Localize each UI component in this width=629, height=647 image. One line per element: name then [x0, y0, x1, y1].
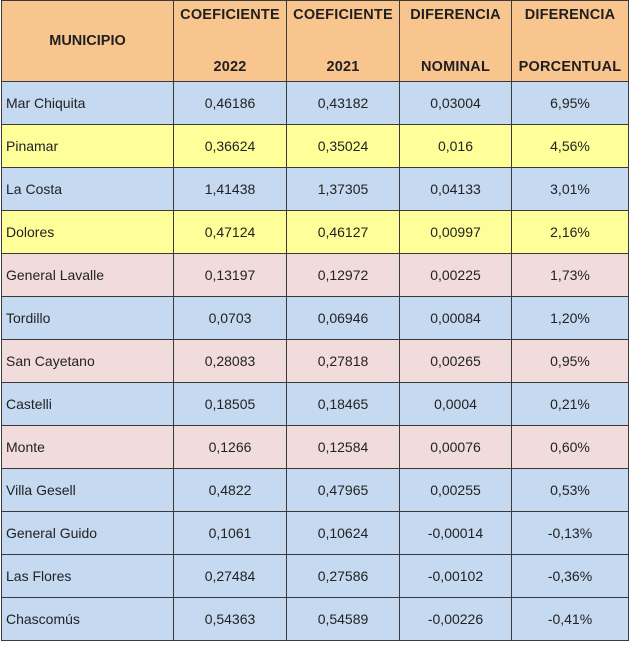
header-coef-2022 — [174, 1, 287, 82]
header-dif-nominal-line1: DIFERENCIA — [410, 7, 501, 23]
coef-2021-cell: 0,10624 — [287, 512, 400, 555]
coef-2021-cell: 0,27818 — [287, 340, 400, 383]
coef-2022-cell: 1,41438 — [174, 168, 287, 211]
coef-2022-cell: 0,47124 — [174, 211, 287, 254]
table-row — [2, 340, 629, 383]
dif-nominal-cell: -0,00014 — [400, 512, 512, 555]
dif-porcentual-cell: 3,01% — [512, 168, 629, 211]
dif-nominal-cell: -0,00102 — [400, 555, 512, 598]
dif-nominal-cell: 0,0004 — [400, 383, 512, 426]
municipio-cell: Mar Chiquita — [2, 82, 174, 125]
table-row — [2, 383, 629, 426]
dif-nominal-cell: 0,00225 — [400, 254, 512, 297]
header-municipio — [2, 1, 174, 82]
table-row — [2, 555, 629, 598]
coef-2021-cell: 0,06946 — [287, 297, 400, 340]
header-row — [2, 1, 629, 82]
coef-2022-cell: 0,13197 — [174, 254, 287, 297]
municipio-cell: Monte — [2, 426, 174, 469]
coef-2021-cell: 0,54589 — [287, 598, 400, 641]
dif-nominal-cell: 0,00084 — [400, 297, 512, 340]
table-row — [2, 168, 629, 211]
table-row — [2, 598, 629, 641]
coef-2021-cell: 0,18465 — [287, 383, 400, 426]
dif-nominal-cell: 0,04133 — [400, 168, 512, 211]
coef-2021-cell: 1,37305 — [287, 168, 400, 211]
coef-2022-cell: 0,46186 — [174, 82, 287, 125]
table-row — [2, 512, 629, 555]
municipio-cell: Tordillo — [2, 297, 174, 340]
coef-2021-cell: 0,46127 — [287, 211, 400, 254]
table-row — [2, 297, 629, 340]
header-dif-porcentual — [512, 1, 629, 82]
coef-2022-cell: 0,1266 — [174, 426, 287, 469]
table-row — [2, 254, 629, 297]
municipio-cell: Chascomús — [2, 598, 174, 641]
dif-nominal-cell: 0,00265 — [400, 340, 512, 383]
dif-porcentual-cell: 6,95% — [512, 82, 629, 125]
header-dif-nominal — [400, 1, 512, 82]
dif-porcentual-cell: 0,60% — [512, 426, 629, 469]
coef-2021-cell: 0,35024 — [287, 125, 400, 168]
coef-2021-cell: 0,43182 — [287, 82, 400, 125]
coef-2022-cell: 0,28083 — [174, 340, 287, 383]
coef-2022-cell: 0,1061 — [174, 512, 287, 555]
table-row — [2, 469, 629, 512]
municipio-cell: General Lavalle — [2, 254, 174, 297]
table-row — [2, 82, 629, 125]
header-municipio-label: MUNICIPIO — [49, 32, 126, 49]
table-row — [2, 426, 629, 469]
table-row — [2, 211, 629, 254]
municipio-cell: San Cayetano — [2, 340, 174, 383]
dif-porcentual-cell: 0,21% — [512, 383, 629, 426]
dif-nominal-cell: 0,00076 — [400, 426, 512, 469]
coefficients-table — [1, 0, 629, 641]
coef-2021-cell: 0,47965 — [287, 469, 400, 512]
header-coef-2022-line2: 2022 — [213, 58, 247, 75]
dif-porcentual-cell: 1,73% — [512, 254, 629, 297]
header-coef-2021-line1: COEFICIENTE — [293, 7, 393, 23]
table-header — [2, 1, 629, 82]
coef-2022-cell: 0,54363 — [174, 598, 287, 641]
coef-2022-cell: 0,18505 — [174, 383, 287, 426]
dif-porcentual-cell: -0,41% — [512, 598, 629, 641]
header-coef-2021-line2: 2021 — [326, 58, 360, 75]
municipio-cell: Las Flores — [2, 555, 174, 598]
dif-porcentual-cell: 2,16% — [512, 211, 629, 254]
municipio-cell: Pinamar — [2, 125, 174, 168]
municipio-cell: Villa Gesell — [2, 469, 174, 512]
coef-2021-cell: 0,27586 — [287, 555, 400, 598]
header-dif-porcentual-line2: PORCENTUAL — [518, 58, 622, 75]
coef-2022-cell: 0,0703 — [174, 297, 287, 340]
dif-nominal-cell: 0,00255 — [400, 469, 512, 512]
table-body — [2, 82, 629, 641]
header-coef-2022-line1: COEFICIENTE — [180, 7, 280, 23]
dif-porcentual-cell: 4,56% — [512, 125, 629, 168]
coef-2022-cell: 0,4822 — [174, 469, 287, 512]
dif-nominal-cell: 0,03004 — [400, 82, 512, 125]
municipio-cell: General Guido — [2, 512, 174, 555]
dif-nominal-cell: -0,00226 — [400, 598, 512, 641]
dif-porcentual-cell: -0,13% — [512, 512, 629, 555]
coef-2022-cell: 0,27484 — [174, 555, 287, 598]
dif-nominal-cell: 0,016 — [400, 125, 512, 168]
municipio-cell: Castelli — [2, 383, 174, 426]
coef-2021-cell: 0,12584 — [287, 426, 400, 469]
dif-porcentual-cell: 1,20% — [512, 297, 629, 340]
header-dif-porcentual-line1: DIFERENCIA — [524, 7, 616, 23]
municipio-cell: Dolores — [2, 211, 174, 254]
coef-2021-cell: 0,12972 — [287, 254, 400, 297]
header-coef-2021 — [287, 1, 400, 82]
table-row — [2, 125, 629, 168]
header-dif-nominal-line2: NOMINAL — [420, 58, 491, 75]
dif-porcentual-cell: 0,95% — [512, 340, 629, 383]
municipio-cell: La Costa — [2, 168, 174, 211]
coef-2022-cell: 0,36624 — [174, 125, 287, 168]
dif-nominal-cell: 0,00997 — [400, 211, 512, 254]
dif-porcentual-cell: 0,53% — [512, 469, 629, 512]
dif-porcentual-cell: -0,36% — [512, 555, 629, 598]
